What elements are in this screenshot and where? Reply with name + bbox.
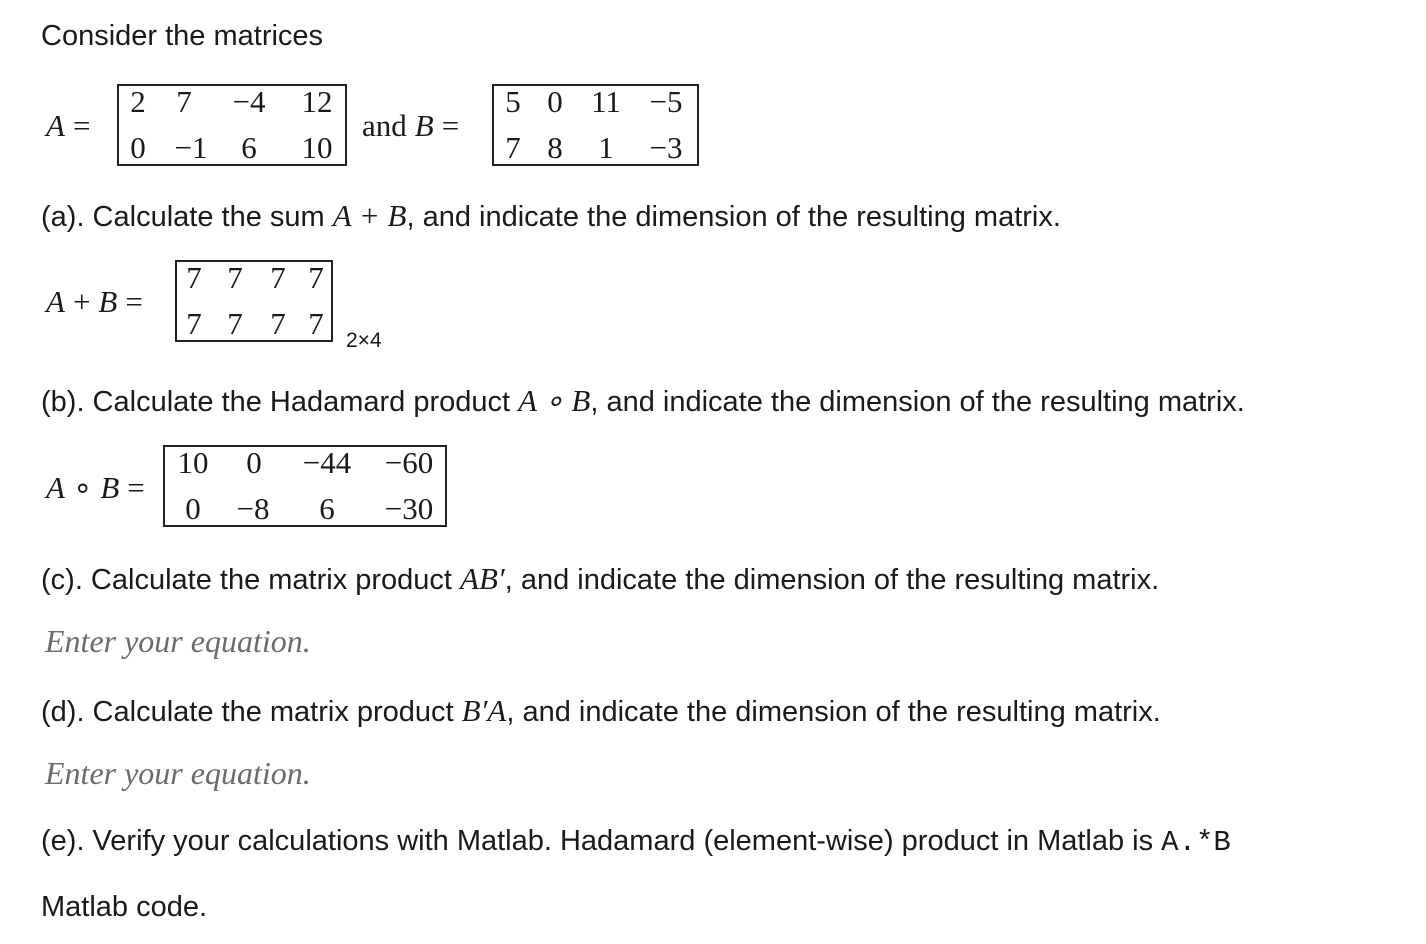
question-d-suffix: , and indicate the dimension of the resulting matrix. [506,696,1161,728]
answer-a-cell: 7 [270,306,286,341]
matrix-a [117,84,347,166]
matrix-b-cell: −3 [649,130,683,165]
answer-b-cell: −8 [236,491,270,526]
question-b-suffix: , and indicate the dimension of the resulting matrix. [590,386,1245,418]
matrix-a-cell: 2 [130,84,146,119]
answer-b-cell: 6 [319,491,335,526]
matlab-operator-code: A.*B [1161,826,1231,859]
question-d [41,695,1161,727]
answer-a-cell: 7 [186,260,202,295]
matrix-b-cell: 5 [505,84,521,119]
question-b-prefix: (b). Calculate the Hadamard product [41,386,519,418]
answer-b-cell: −44 [302,445,352,480]
equation-input-d[interactable]: Enter your equation. [45,755,311,791]
matrix-a-cell: 6 [241,130,257,165]
question-a-expr: A + B [332,198,407,233]
matrix-a-cell: 12 [301,84,333,119]
and-text: and [362,108,407,143]
question-e [41,827,1231,857]
answer-b-cell: −60 [384,445,434,480]
matrix-b-cell: 0 [547,84,563,119]
answer-b-label: A ∘ B = [46,470,145,505]
question-c-prefix: (c). Calculate the matrix product [41,564,461,596]
matrix-a-cell: −4 [232,84,266,119]
matrix-b-cell: 11 [591,84,621,119]
answer-b-cell: 10 [177,445,209,480]
question-a-suffix: , and indicate the dimension of the resulting matrix. [406,201,1061,233]
answer-a-label: A + B = [46,284,143,319]
question-a-prefix: (a). Calculate the sum [41,201,333,233]
and-text-row: and B = [362,108,460,143]
answer-a-cell: 7 [308,306,324,341]
question-b [41,385,1245,417]
question-b-expr: A ∘ B [518,383,591,418]
matrix-a-cell: 10 [301,130,333,165]
matrix-a-cell: 0 [130,130,146,165]
matlab-code-label: Matlab code. [41,891,208,923]
question-d-prefix: (d). Calculate the matrix product [41,696,462,728]
matrix-b [492,84,699,166]
answer-a-cell: 7 [186,306,202,341]
matrix-b-cell: 1 [598,130,614,165]
equation-input-c[interactable]: Enter your equation. [45,623,311,659]
matrix-b-cell: 7 [505,130,521,165]
answer-a-matrix [175,260,333,342]
matrix-a-label: A = [46,108,91,143]
answer-a-cell: 7 [227,306,243,341]
question-d-expr: B′A [461,693,507,728]
matrix-b-cell: 8 [547,130,563,165]
answer-b-cell: 0 [185,491,201,526]
matrix-b-cell: −5 [649,84,683,119]
answer-a-cell: 7 [308,260,324,295]
answer-b-matrix [163,445,447,527]
question-c [41,563,1159,595]
matrix-a-cell: −1 [174,130,208,165]
answer-b-cell: −30 [384,491,434,526]
question-a [41,200,1061,232]
question-c-suffix: , and indicate the dimension of the resulting matrix. [504,564,1160,596]
answer-a-cell: 7 [227,260,243,295]
answer-b-cell: 0 [246,445,262,480]
intro-text: Consider the matrices [41,20,324,52]
answer-a-cell: 7 [270,260,286,295]
dimension-label: 2×4 [346,329,382,352]
matrix-a-cell: 7 [176,84,192,119]
question-c-expr: AB′ [460,561,505,596]
question-e-text: (e). Verify your calculations with Matlab. Hadamard (element-wise) product in Matlab is [41,825,1162,857]
